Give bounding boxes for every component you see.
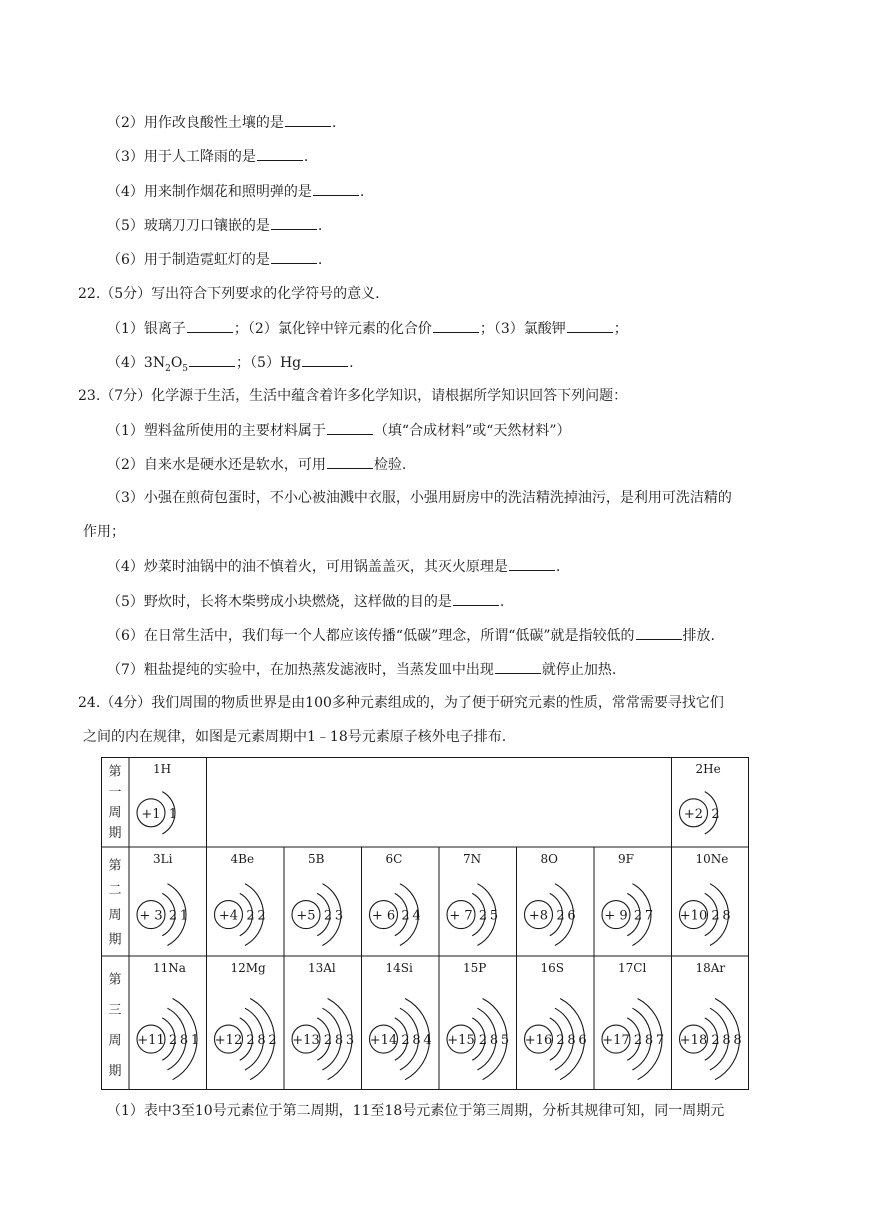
answer-blank[interactable] xyxy=(313,181,359,196)
q23-item-2: （2）自来水是硬水还是软水，可用 检验. xyxy=(107,454,406,475)
nucleus-charge: + 6 xyxy=(371,908,396,924)
q23-title: 23.（7分）化学源于生活，生活中蕴含着许多化学知识，请根据所学知识回答下列问题： xyxy=(78,388,628,404)
element-symbol: 1H xyxy=(153,762,172,776)
period-label-char: 第 xyxy=(108,764,122,780)
shell-electron-count: 2 xyxy=(478,908,488,924)
shell-electron-count: 8 xyxy=(412,1033,421,1049)
q23-item-3: （3）小强在煎荷包蛋时，不小心被油溅中衣服，小强用厨房中的洗洁精洗掉油污，是利用可洗洁精的 xyxy=(107,490,732,506)
shell-electron-count: 1 xyxy=(190,1033,200,1049)
shell-electron-count: 8 xyxy=(179,1033,189,1049)
q22-line-2: $(4)3N_2O_5$ ；（5）Hg . xyxy=(107,352,354,379)
period-label-char: 三 xyxy=(108,1002,122,1018)
shell-electron-count: 2 xyxy=(556,908,565,924)
shell-electron-count: 2 xyxy=(711,908,720,924)
q22-title: 22.（5分）写出符合下列要求的化学符号的意义. xyxy=(78,286,380,302)
element-symbol: 10Ne xyxy=(695,852,729,866)
period-label-char: 周 xyxy=(108,1033,122,1049)
answer-blank[interactable] xyxy=(257,146,303,161)
shell-electron-count: 1 xyxy=(168,806,178,822)
element-symbol: 2He xyxy=(695,762,721,776)
period-label-char: 期 xyxy=(108,1063,122,1079)
answer-blank[interactable] xyxy=(189,352,235,367)
period-label-char: 周 xyxy=(108,907,122,923)
answer-blank[interactable] xyxy=(567,318,613,333)
element-symbol: 13Al xyxy=(308,961,336,975)
answer-blank[interactable] xyxy=(271,215,317,230)
q21-item-2: （2）用作改良酸性土壤的是 . xyxy=(107,112,336,133)
shell-electron-count: 2 xyxy=(168,908,178,924)
nucleus-charge: +14 xyxy=(369,1033,398,1049)
element-symbol: 17Cl xyxy=(618,961,647,975)
shell-electron-count: 7 xyxy=(655,1033,665,1049)
element-symbol: 7N xyxy=(463,852,482,866)
shell-electron-count: 2 xyxy=(168,1033,178,1049)
nucleus-charge: +4 xyxy=(218,908,239,924)
element-symbol: 5B xyxy=(308,852,325,866)
nucleus-charge: +15 xyxy=(447,1033,475,1049)
nucleus-charge: +11 xyxy=(137,1033,165,1049)
element-symbol: 3Li xyxy=(153,852,173,866)
q22-line-1: （1）银离子 ；（2）氯化锌中锌元素的化合价 ；（3）氯酸钾 ； xyxy=(107,318,628,339)
q21-item-6: （6）用于制造霓虹灯的是 . xyxy=(107,249,322,270)
answer-blank[interactable] xyxy=(453,591,499,606)
shell-electron-count: 2 xyxy=(246,908,255,924)
shell-electron-count: 6 xyxy=(567,908,576,924)
q24-title-cont: 之间的内在规律，如图是元素周期中1﹣18号元素原子核外电子排布. xyxy=(83,729,507,745)
element-symbol: 18Ar xyxy=(695,961,726,975)
nucleus-charge: + 3 xyxy=(139,908,163,924)
q23-item-3-cont: 作用； xyxy=(83,524,125,540)
period-label-char: 二 xyxy=(108,883,122,899)
answer-blank[interactable] xyxy=(433,318,479,333)
shell-electron-count: 2 xyxy=(401,908,410,924)
element-symbol: 15P xyxy=(463,961,487,975)
nucleus-charge: +8 xyxy=(528,908,549,924)
q21-item-3: （3）用于人工降雨的是 . xyxy=(107,146,308,167)
nucleus-charge: +2 xyxy=(683,806,704,822)
shell-electron-count: 8 xyxy=(489,1033,499,1049)
shell-electron-count: 2 xyxy=(257,908,266,924)
periodic-table-figure xyxy=(101,757,749,1090)
shell-electron-count: 3 xyxy=(334,908,344,924)
shell-electron-count: 8 xyxy=(567,1033,576,1049)
shell-electron-count: 8 xyxy=(722,908,731,924)
shell-electron-count: 2 xyxy=(711,806,720,822)
period-label-char: 期 xyxy=(108,825,122,841)
period-label-char: 期 xyxy=(108,932,122,948)
nucleus-charge: + 7 xyxy=(449,908,473,924)
element-symbol: 16S xyxy=(540,961,564,975)
element-symbol: 12Mg xyxy=(230,961,266,975)
nucleus-charge: +10 xyxy=(679,908,708,924)
shell-electron-count: 2 xyxy=(246,1033,255,1049)
element-symbol: 4Be xyxy=(230,852,255,866)
period-label-char: 第 xyxy=(108,972,122,988)
nucleus-charge: +18 xyxy=(679,1033,708,1049)
shell-electron-count: 8 xyxy=(334,1033,344,1049)
shell-electron-count: 7 xyxy=(644,908,654,924)
q24-title: 24.（4分）我们周围的物质世界是由100多种元素组成的，为了便于研究元素的性质，常常需要寻找它们 xyxy=(78,695,724,711)
q23-item-5: （5）野炊时，长将木柴劈成小块燃烧，这样做的目的是 . xyxy=(107,591,504,612)
answer-blank[interactable] xyxy=(187,318,233,333)
nucleus-charge: +12 xyxy=(214,1033,243,1049)
shell-electron-count: 3 xyxy=(345,1033,355,1049)
shell-electron-count: 2 xyxy=(633,908,643,924)
shell-electron-count: 8 xyxy=(644,1033,654,1049)
nucleus-charge: +1 xyxy=(141,806,161,822)
shell-electron-count: 2 xyxy=(401,1033,410,1049)
nucleus-charge: +16 xyxy=(524,1033,553,1049)
period-label-char: 第 xyxy=(108,858,122,874)
shell-electron-count: 1 xyxy=(179,908,189,924)
element-symbol: 14Si xyxy=(385,961,413,975)
shell-electron-count: 2 xyxy=(633,1033,643,1049)
shell-electron-count: 5 xyxy=(500,1033,510,1049)
shell-electron-count: 4 xyxy=(412,908,421,924)
shell-electron-count: 2 xyxy=(711,1033,720,1049)
answer-blank[interactable] xyxy=(495,659,541,674)
shell-electron-count: 5 xyxy=(489,908,499,924)
shell-electron-count: 2 xyxy=(478,1033,488,1049)
element-symbol: 6C xyxy=(385,852,403,866)
answer-blank[interactable] xyxy=(302,352,348,367)
nucleus-charge: + 9 xyxy=(604,908,628,924)
nucleus-charge: +5 xyxy=(296,908,316,924)
nucleus-charge: +17 xyxy=(602,1033,630,1049)
shell-electron-count: 8 xyxy=(257,1033,266,1049)
q23-item-1: （1）塑料盆所使用的主要材料属于 （填“合成材料”或“天然材料”） xyxy=(107,420,571,441)
answer-blank[interactable] xyxy=(327,420,373,435)
q21-item-4: （4）用来制作烟花和照明弹的是 . xyxy=(107,181,364,202)
shell-electron-count: 8 xyxy=(722,1033,731,1049)
element-symbol: 9F xyxy=(618,852,634,866)
period-label-char: 一 xyxy=(108,784,122,800)
period-label-char: 周 xyxy=(108,805,122,821)
q23-item-4: （4）炒菜时油锅中的油不慎着火，可用锅盖盖灭，其灭火原理是 . xyxy=(107,556,560,577)
answer-blank[interactable] xyxy=(636,625,682,640)
shell-electron-count: 8 xyxy=(733,1033,742,1049)
shell-electron-count: 2 xyxy=(556,1033,565,1049)
shell-electron-count: 6 xyxy=(578,1033,587,1049)
element-symbol: 11Na xyxy=(153,961,186,975)
answer-blank[interactable] xyxy=(271,249,317,264)
q23-item-6: （6）在日常生活中，我们每一个人都应该传播“低碳”理念，所谓“低碳”就是指较低的 排放. xyxy=(107,625,715,646)
shell-electron-count: 4 xyxy=(423,1033,432,1049)
q23-item-7: （7）粗盐提纯的实验中，在加热蒸发滤液时，当蒸发皿中出现 就停止加热. xyxy=(107,659,616,680)
shell-electron-count: 2 xyxy=(323,1033,333,1049)
answer-blank[interactable] xyxy=(327,454,373,469)
answer-blank[interactable] xyxy=(285,112,331,127)
element-symbol: 8O xyxy=(540,852,558,866)
q24-sub-1: （1）表中3至10号元素位于第二周期，11至18号元素位于第三周期，分析其规律可知，同一周期元 xyxy=(107,1103,725,1119)
answer-blank[interactable] xyxy=(509,556,555,571)
periodic-table-svg xyxy=(101,757,749,1090)
shell-electron-count: 2 xyxy=(323,908,333,924)
q21-item-5: （5）玻璃刀刀口镶嵌的是 . xyxy=(107,215,322,236)
nucleus-charge: +13 xyxy=(292,1033,320,1049)
shell-electron-count: 2 xyxy=(268,1033,277,1049)
